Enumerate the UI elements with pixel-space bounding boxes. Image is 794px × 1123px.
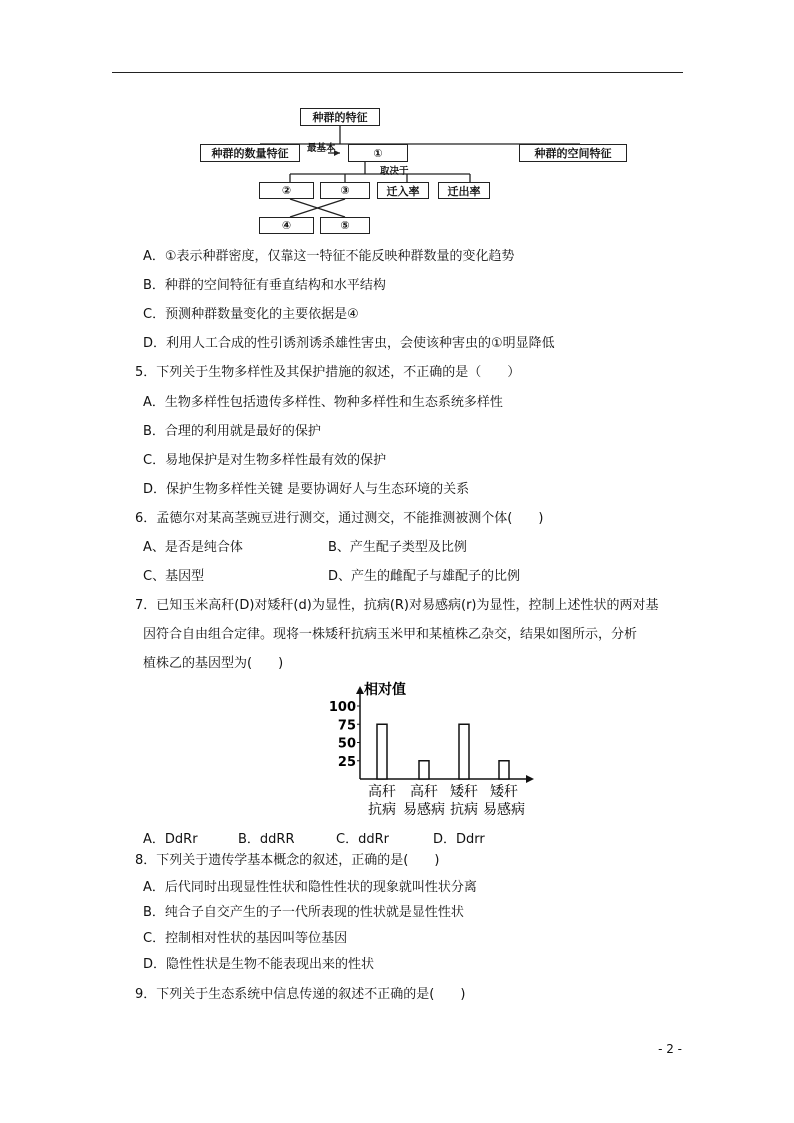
q6-stem: 6．孟德尔对某高茎豌豆进行测交，通过测交，不能推测被测个体( ) [135, 511, 544, 526]
box-spatial-characteristics: 种群的空间特征 [519, 144, 627, 162]
label-most-basic: 最基本 [307, 143, 336, 154]
y-tick-label-75: 75 [337, 718, 356, 734]
q7-bar-chart [330, 678, 540, 823]
q6-option-a: A、是否是纯合体 [143, 540, 243, 555]
y-tick-label-50: 50 [337, 736, 356, 752]
q7-chart-svg [330, 678, 540, 823]
q8-stem: 8．下列关于遗传学基本概念的叙述，正确的是( ) [135, 853, 440, 868]
q4-option-b: B．种群的空间特征有垂直结构和水平结构 [143, 278, 386, 293]
q4-option-d: D．利用人工合成的性引诱剂诱杀雄性害虫，会使该种害虫的①明显降低 [143, 336, 555, 351]
box-quantity-characteristics: 种群的数量特征 [200, 144, 300, 162]
y-tick-label-25: 25 [337, 754, 356, 770]
box-population-characteristics: 种群的特征 [300, 108, 380, 126]
box-5: ⑤ [320, 217, 370, 234]
q7-option-d: D．Ddrr [433, 832, 485, 847]
box-immigration-rate: 迁入率 [377, 182, 429, 199]
box-3: ③ [320, 182, 370, 199]
q5-option-a: A．生物多样性包括遗传多样性、物种多样性和生态系统多样性 [143, 395, 503, 410]
q7-option-a: A．DdRr [143, 832, 198, 847]
q6-option-d: D、产生的雌配子与雄配子的比例 [328, 569, 521, 584]
q8-option-b: B．纯合子自交产生的子一代所表现的性状就是显性性状 [143, 905, 464, 920]
box-4: ④ [259, 217, 314, 234]
q5-option-c: C．易地保护是对生物多样性最有效的保护 [143, 453, 387, 468]
bar-3 [459, 724, 469, 779]
x-axis-arrow [526, 775, 534, 783]
bar-1 [377, 724, 387, 779]
q5-stem: 5．下列关于生物多样性及其保护措施的叙述，不正确的是（ ） [135, 365, 521, 380]
label-determined-by: 取决于 [380, 166, 409, 177]
page-number: - 2 - [658, 1042, 682, 1056]
bar-4 [499, 761, 509, 779]
category-label-2-line2: 易感病 [403, 802, 445, 818]
q4-option-c: C．预测种群数量变化的主要依据是④ [143, 307, 359, 322]
q7-option-b: B．ddRR [238, 832, 295, 847]
q5-option-b: B．合理的利用就是最好的保护 [143, 424, 321, 439]
q9-stem: 9．下列关于生态系统中信息传递的叙述不正确的是( ) [135, 987, 466, 1002]
q8-option-d: D．隐性性状是生物不能表现出来的性状 [143, 957, 375, 972]
q5-option-d: D．保护生物多样性关键 是要协调好人与生态环境的关系 [143, 482, 470, 497]
q8-option-a: A．后代同时出现显性性状和隐性性状的现象就叫性状分离 [143, 880, 477, 895]
q7-option-c: C．ddRr [336, 832, 389, 847]
box-2: ② [259, 182, 314, 199]
category-label-3-line2: 抗病 [450, 802, 478, 818]
q6-option-b: B、产生配子类型及比例 [328, 540, 467, 555]
category-label-2-line1: 高秆 [410, 784, 438, 800]
header-rule [112, 72, 683, 73]
diagram-connectors [190, 104, 640, 236]
q7-stem-line3: 植株乙的基因型为( ) [143, 656, 284, 671]
category-label-4-line1: 矮秆 [490, 784, 518, 800]
category-label-3-line1: 矮秆 [450, 784, 478, 800]
y-axis-label: 相对值 [364, 682, 406, 698]
category-label-1-line2: 抗病 [368, 802, 396, 818]
bar-2 [419, 761, 429, 779]
q4-option-a: A．①表示种群密度，仅靠这一特征不能反映种群数量的变化趋势 [143, 249, 515, 264]
box-1: ① [348, 144, 408, 162]
population-characteristics-diagram [190, 104, 640, 236]
y-axis-arrow [356, 686, 364, 694]
q7-stem-line1: 7．已知玉米高秆(D)对矮秆(d)为显性，抗病(R)对易感病(r)为显性，控制上述性状的两对基 [135, 598, 659, 613]
q8-option-c: C．控制相对性状的基因叫等位基因 [143, 931, 348, 946]
y-tick-label-100: 100 [330, 700, 356, 715]
category-label-1-line1: 高秆 [368, 784, 396, 800]
q6-option-c: C、基因型 [143, 569, 205, 584]
category-label-4-line2: 易感病 [483, 802, 525, 818]
box-emigration-rate: 迁出率 [438, 182, 490, 199]
q7-stem-line2: 因符合自由组合定律。现将一株矮秆抗病玉米甲和某植株乙杂交，结果如图所示，分析 [143, 627, 638, 642]
